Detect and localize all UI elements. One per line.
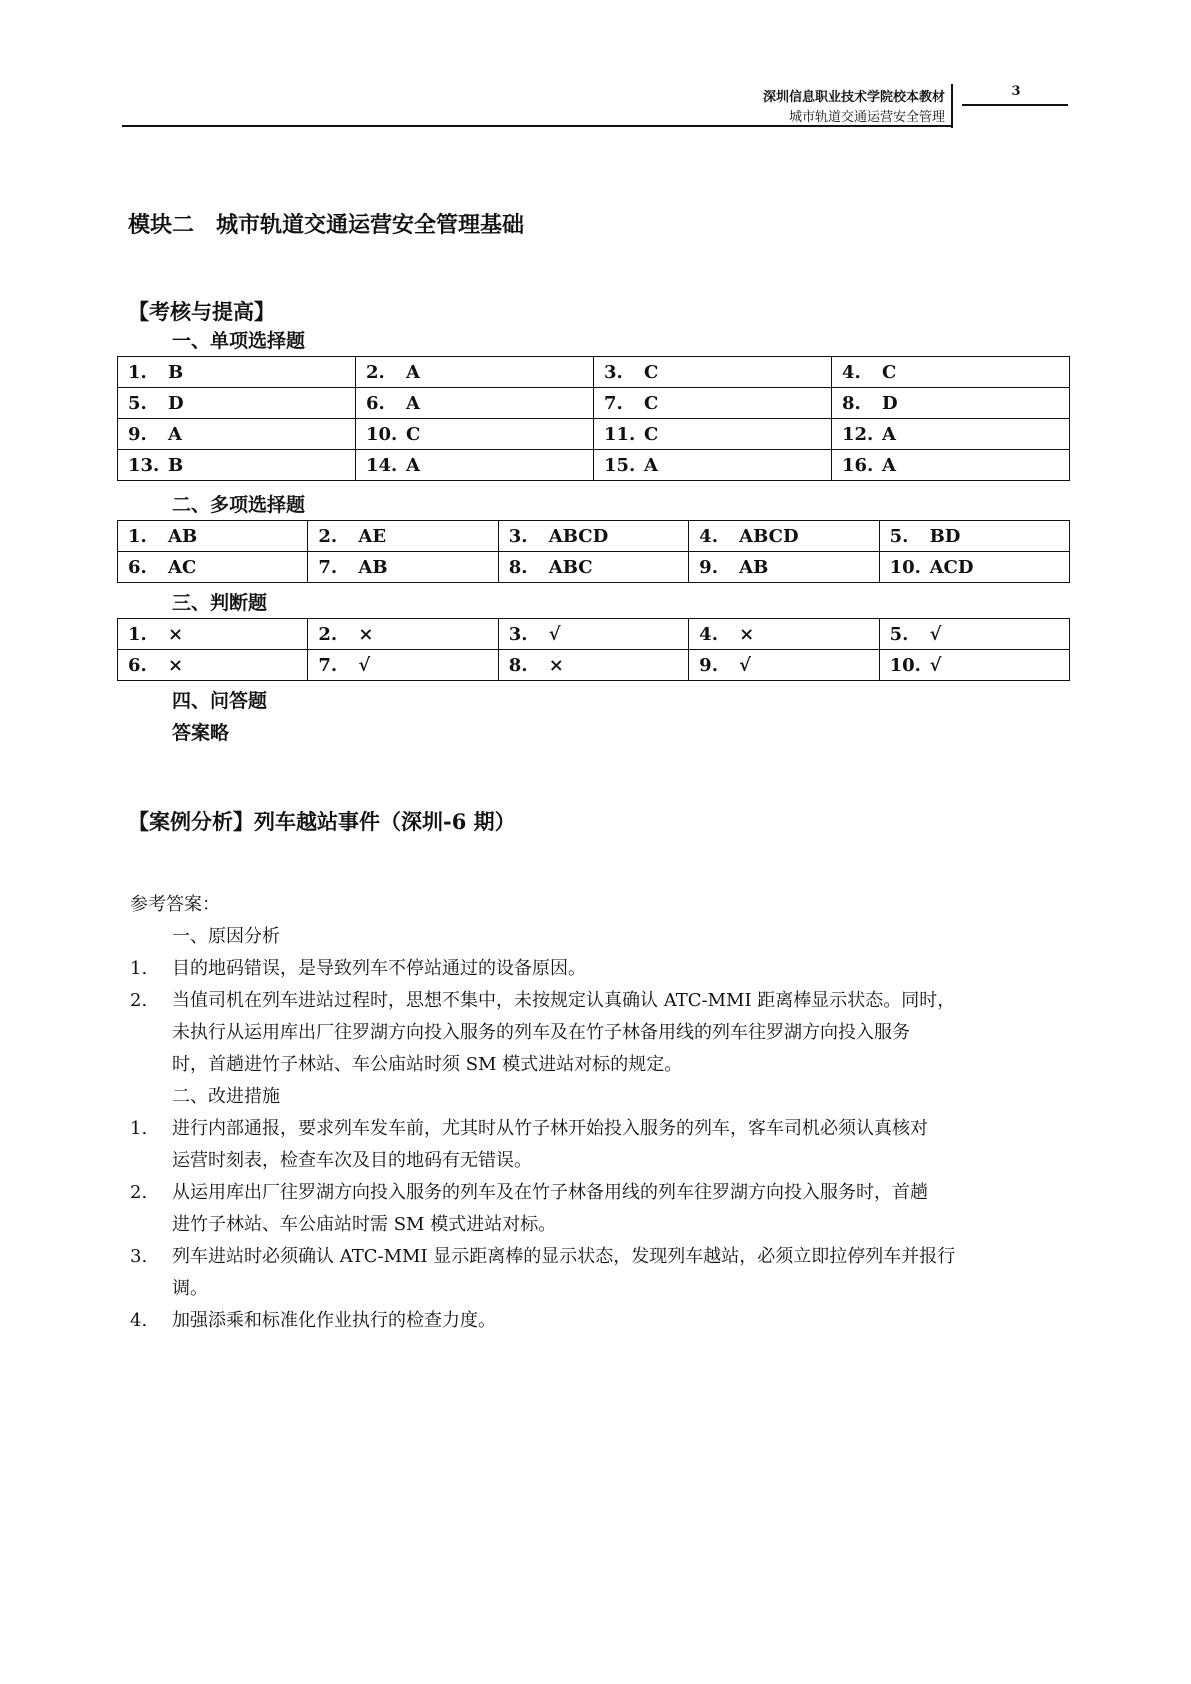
answer-value: A (406, 454, 420, 476)
assessment-title: 【考核与提高】 (128, 299, 275, 324)
list-item-text: 当值司机在列车进站过程时，思想不集中，未按规定认真确认 ATC-MMI 距离棒显示状态。同时， (172, 990, 956, 1011)
answer-cell (832, 388, 1070, 419)
table-row (118, 552, 1070, 583)
question-number: 5. (128, 392, 147, 414)
answer-cell (118, 450, 356, 481)
answer-cell (118, 650, 308, 681)
list-item-text: 进竹子林站、车公庙站时需 SM 模式进站对标。 (172, 1214, 557, 1235)
answer-cell (689, 552, 879, 583)
question-number: 8. (508, 654, 528, 676)
answer-cell (308, 552, 498, 583)
answer-cell (594, 419, 832, 450)
improvement-title: 二、改进措施 (172, 1086, 280, 1107)
list-item-number: 1. (130, 1118, 148, 1139)
answer-value: AB (358, 556, 388, 578)
question-number: 10. (366, 423, 398, 445)
answer-cell (356, 388, 594, 419)
judgment-table (117, 618, 1070, 681)
header-vertical-divider (951, 84, 953, 128)
question-number: 6. (128, 556, 147, 578)
answer-cell (118, 552, 308, 583)
header-rule (122, 125, 952, 127)
list-item-text: 未执行从运用库出厂往罗湖方向投入服务的列车及在竹子林备用线的列车往罗湖方向投入服务 (172, 1022, 910, 1043)
answer-cell (356, 450, 594, 481)
answer-value: × (168, 623, 184, 645)
question-number: 10. (889, 556, 921, 578)
table-row (118, 450, 1070, 481)
answer-value: AB (739, 556, 769, 578)
question-number: 3. (604, 361, 623, 383)
list-item-number: 2. (130, 1182, 148, 1203)
answer-value: C (644, 392, 659, 414)
question-number: 1. (128, 361, 147, 383)
answer-cell (594, 357, 832, 388)
answer-value: A (882, 454, 896, 476)
answer-cell (498, 552, 688, 583)
question-number: 1. (128, 623, 147, 645)
answer-cell (832, 419, 1070, 450)
list-item-text: 调。 (172, 1278, 208, 1299)
question-number: 2. (318, 623, 338, 645)
answer-cell (498, 650, 688, 681)
answer-value: ABCD (739, 525, 799, 547)
answer-cell (689, 521, 879, 552)
table-row (118, 521, 1070, 552)
multi-choice-table (117, 520, 1070, 583)
question-number: 9. (128, 423, 147, 445)
answer-cell (594, 450, 832, 481)
answer-value: √ (548, 623, 561, 645)
answer-cell (118, 388, 356, 419)
table-row (118, 388, 1070, 419)
header-school-name: 深圳信息职业技术学院校本教材 (762, 90, 945, 105)
question-number: 7. (604, 392, 623, 414)
qa-title: 四、问答题 (172, 690, 268, 712)
answer-value: √ (929, 654, 942, 676)
answer-value: ACD (929, 556, 974, 578)
answer-value: A (406, 392, 420, 414)
page-number-underline (962, 104, 1068, 106)
list-item-number: 4. (130, 1310, 148, 1331)
list-item-text: 加强添乘和标准化作业执行的检查力度。 (172, 1310, 496, 1331)
answer-value: × (548, 654, 564, 676)
answer-cell (832, 450, 1070, 481)
answer-cell (832, 357, 1070, 388)
answer-value: D (882, 392, 898, 414)
answer-cell (308, 650, 498, 681)
question-number: 1. (128, 525, 147, 547)
answer-value: C (644, 361, 659, 383)
judgment-title: 三、判断题 (172, 592, 268, 614)
answer-value: AE (358, 525, 387, 547)
question-number: 6. (366, 392, 385, 414)
question-number: 3. (508, 623, 528, 645)
question-number: 7. (318, 654, 338, 676)
list-item-text: 时，首趟进竹子林站、车公庙站时须 SM 模式进站对标的规定。 (172, 1054, 683, 1075)
answer-cell (879, 552, 1069, 583)
question-number: 5. (889, 525, 909, 547)
question-number: 12. (842, 423, 874, 445)
single-choice-table (117, 356, 1070, 481)
question-number: 2. (366, 361, 385, 383)
page-number: 3 (1011, 84, 1021, 99)
question-number: 4. (699, 525, 718, 547)
answer-cell (498, 619, 688, 650)
table-row (118, 650, 1070, 681)
question-number: 13. (128, 454, 160, 476)
question-number: 14. (366, 454, 398, 476)
question-number: 11. (604, 423, 636, 445)
answer-cell (118, 419, 356, 450)
answer-value: √ (739, 654, 752, 676)
answer-cell (879, 650, 1069, 681)
cause-analysis-title: 一、原因分析 (172, 926, 280, 947)
header-book-name: 城市轨道交通运营安全管理 (788, 110, 945, 125)
answer-value: C (406, 423, 421, 445)
reference-answer-label: 参考答案： (130, 894, 220, 915)
answer-cell (356, 419, 594, 450)
question-number: 3. (508, 525, 528, 547)
answer-cell (879, 619, 1069, 650)
table-row (118, 419, 1070, 450)
question-number: 5. (889, 623, 909, 645)
answer-value: × (168, 654, 184, 676)
answer-value: A (168, 423, 182, 445)
answer-cell (594, 388, 832, 419)
list-item-text: 从运用库出厂往罗湖方向投入服务的列车及在竹子林备用线的列车往罗湖方向投入服务时，首趟 (172, 1182, 928, 1203)
answer-value: A (644, 454, 658, 476)
answer-value: A (882, 423, 896, 445)
list-item-number: 3. (130, 1246, 148, 1267)
answer-cell (118, 619, 308, 650)
single-choice-title: 一、单项选择题 (172, 330, 306, 352)
module-title: 模块二 城市轨道交通运营安全管理基础 (128, 212, 525, 238)
answer-cell (879, 521, 1069, 552)
list-item-text: 运营时刻表，检查车次及目的地码有无错误。 (172, 1150, 532, 1171)
answer-cell (118, 357, 356, 388)
answer-cell (689, 619, 879, 650)
answer-value: √ (929, 623, 942, 645)
table-row (118, 619, 1070, 650)
question-number: 15. (604, 454, 636, 476)
question-number: 9. (699, 654, 718, 676)
list-item-text: 进行内部通报，要求列车发车前，尤其时从竹子林开始投入服务的列车，客车司机必须认真核对 (172, 1118, 928, 1139)
multi-choice-title: 二、多项选择题 (172, 494, 306, 516)
answer-value: ABCD (548, 525, 609, 547)
case-title: 【案例分析】列车越站事件（深圳-6 期） (128, 809, 516, 834)
answer-cell (498, 521, 688, 552)
answer-value: A (406, 361, 420, 383)
answer-value: ABC (548, 556, 593, 578)
answer-cell (118, 521, 308, 552)
answer-value: BD (929, 525, 961, 547)
question-number: 2. (318, 525, 338, 547)
answer-value: D (168, 392, 184, 414)
answer-cell (308, 619, 498, 650)
answer-value: B (168, 454, 184, 476)
answer-value: × (358, 623, 374, 645)
question-number: 10. (889, 654, 921, 676)
table-row (118, 357, 1070, 388)
answer-value: AB (168, 525, 198, 547)
question-number: 6. (128, 654, 147, 676)
question-number: 4. (699, 623, 718, 645)
answer-value: √ (358, 654, 371, 676)
answer-value: AC (168, 556, 197, 578)
list-item-text: 目的地码错误，是导致列车不停站通过的设备原因。 (172, 958, 586, 979)
answer-value: C (882, 361, 897, 383)
answer-value: × (739, 623, 755, 645)
answer-value: B (168, 361, 184, 383)
answer-cell (689, 650, 879, 681)
list-item-number: 2. (130, 990, 148, 1011)
question-number: 9. (699, 556, 718, 578)
answer-value: C (644, 423, 659, 445)
question-number: 16. (842, 454, 874, 476)
qa-answer: 答案略 (172, 722, 230, 744)
list-item-text: 列车进站时必须确认 ATC-MMI 显示距离棒的显示状态，发现列车越站，必须立即拉停列车并报行 (172, 1246, 956, 1267)
answer-cell (356, 357, 594, 388)
question-number: 8. (842, 392, 861, 414)
answer-cell (308, 521, 498, 552)
question-number: 4. (842, 361, 861, 383)
list-item-number: 1. (130, 958, 148, 979)
question-number: 8. (508, 556, 528, 578)
question-number: 7. (318, 556, 338, 578)
